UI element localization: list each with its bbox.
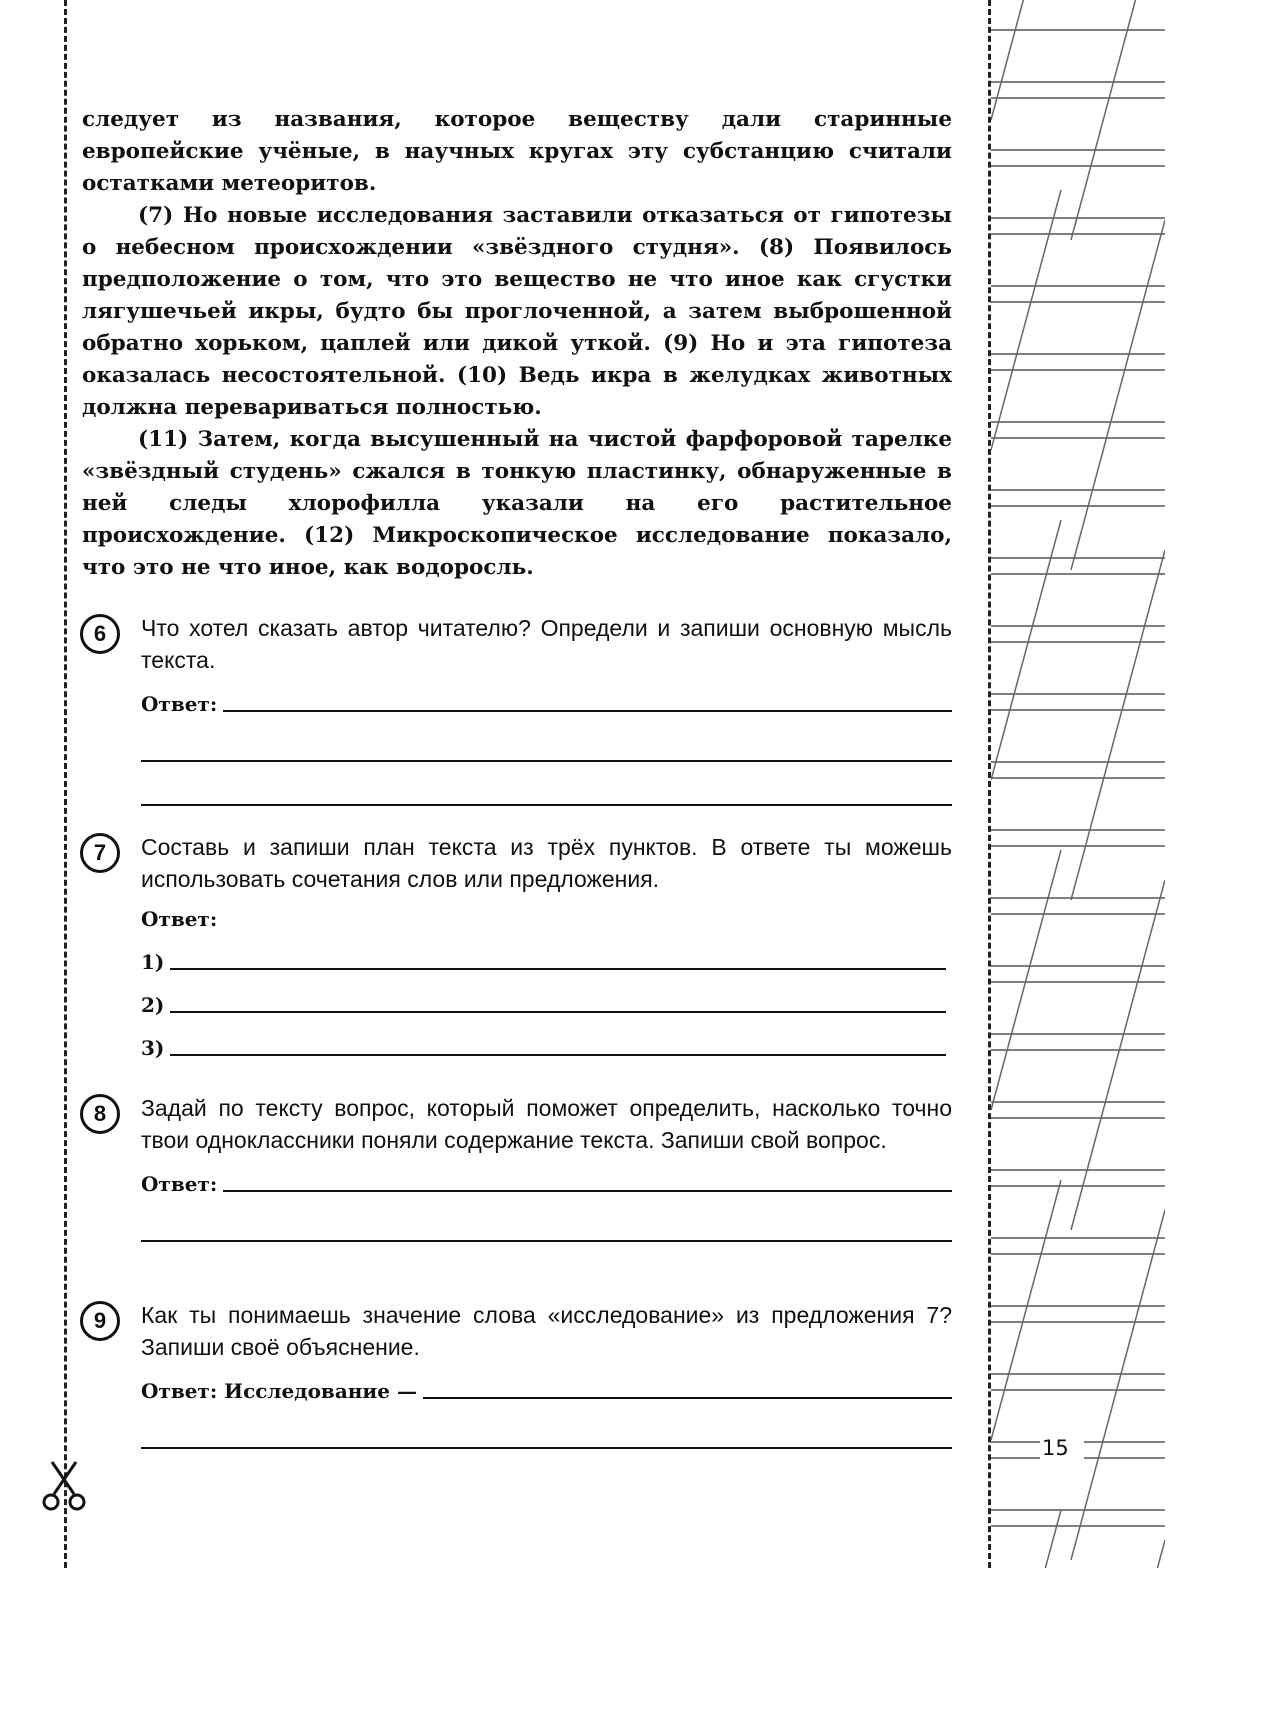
- task-8: [80, 1092, 952, 1242]
- ruled-slant-line: [1071, 550, 1165, 900]
- scissors-icon: [42, 1460, 86, 1512]
- task-number-badge: 9: [80, 1301, 120, 1341]
- ruled-slant-line: [1071, 0, 1165, 240]
- plan-item-number: 2): [141, 993, 165, 1017]
- answer-label: Ответ:: [141, 907, 218, 931]
- task-9: [80, 1299, 952, 1449]
- ruled-slant-line: [991, 0, 1061, 120]
- ruled-slant-line: [991, 1510, 1061, 1568]
- answer-row[interactable]: [141, 1363, 952, 1405]
- task-7: [80, 831, 952, 1062]
- reading-paragraph: (11) Затем, когда высушенный на чистой фарфоровой тарелке «звёздный студень» сжался в тонкую пластинку, обнаруженные в ней следы хлорофилла указали на его растительное происхождение. (12) Микроскопическое исследование показало, что это не что иное, как водоросль.: [82, 427, 952, 580]
- answer-row[interactable]: [141, 676, 952, 718]
- answer-line[interactable]: [223, 1189, 952, 1192]
- reading-paragraph: следует из названия, которое веществу дали старинные европейские учёные, в научных кругах эту субстанцию считали остатками метеоритов.: [82, 107, 952, 196]
- ruled-slant-line: [991, 1180, 1061, 1440]
- answer-row: [141, 895, 952, 933]
- task-prompt: Что хотел сказать автор читателю? Определи и запиши основную мысль текста.: [141, 615, 952, 673]
- task-6: [80, 612, 952, 806]
- plan-item-number: 1): [141, 950, 165, 974]
- reading-paragraph: (7) Но новые исследования заставили отказаться от гипотезы о небесном происхождении «звёздного студня». (8) Появилось предположение о том, что это вещество не что иное как сгустки лягушечьей икры, будто бы проглоченной, а затем выброшенной обратно хорьком, цаплей или дикой уткой. (9) Но и эта гипотеза оказалась несостоятельной. (10) Ведь икра в желудках животных должна перевариваться полностью.: [82, 203, 952, 420]
- ruled-slant-line: [991, 850, 1061, 1110]
- answer-label: Ответ:: [141, 1172, 218, 1196]
- answer-line[interactable]: [141, 762, 952, 806]
- reading-text: [82, 104, 952, 584]
- answer-line[interactable]: [423, 1396, 952, 1399]
- answer-label: Ответ: Исследование —: [141, 1379, 417, 1403]
- answer-line[interactable]: [223, 709, 952, 712]
- plan-item-number: 3): [141, 1036, 165, 1060]
- answer-line[interactable]: [141, 1198, 952, 1242]
- plan-item-row[interactable]: [141, 1019, 952, 1062]
- ruled-slant-line: [1071, 1540, 1165, 1568]
- answer-line[interactable]: [141, 1405, 952, 1449]
- plan-item-row[interactable]: [141, 976, 952, 1019]
- answer-line[interactable]: [141, 718, 952, 762]
- task-number-badge: 8: [80, 1094, 120, 1134]
- task-number-badge: 6: [80, 614, 120, 654]
- ruled-slant-line: [991, 520, 1061, 780]
- ruled-slant-line: [991, 190, 1061, 450]
- answer-line[interactable]: [170, 967, 946, 970]
- answer-row[interactable]: [141, 1156, 952, 1198]
- ruled-slant-line: [1071, 1210, 1165, 1560]
- task-number-badge: 7: [80, 833, 120, 873]
- ruled-margin-column: [988, 0, 1165, 1568]
- answer-label: Ответ:: [141, 692, 218, 716]
- plan-item-row[interactable]: [141, 933, 952, 976]
- task-prompt: Составь и запиши план текста из трёх пунктов. В ответе ты можешь использовать сочетания слов или предложения.: [141, 834, 952, 892]
- page-number: 15: [1040, 1436, 1084, 1460]
- ruled-slant-line: [1071, 880, 1165, 1230]
- task-prompt: Как ты понимаешь значение слова «исследование» из предложения 7? Запиши своё объяснение.: [141, 1302, 952, 1360]
- task-prompt: Задай по тексту вопрос, который поможет определить, насколько точно твои одноклассники поняли содержание текста. Запиши свой вопрос.: [141, 1095, 952, 1153]
- cut-line: [64, 0, 67, 1568]
- answer-line[interactable]: [170, 1010, 946, 1013]
- answer-line[interactable]: [170, 1053, 946, 1056]
- ruled-slant-line: [1071, 220, 1165, 570]
